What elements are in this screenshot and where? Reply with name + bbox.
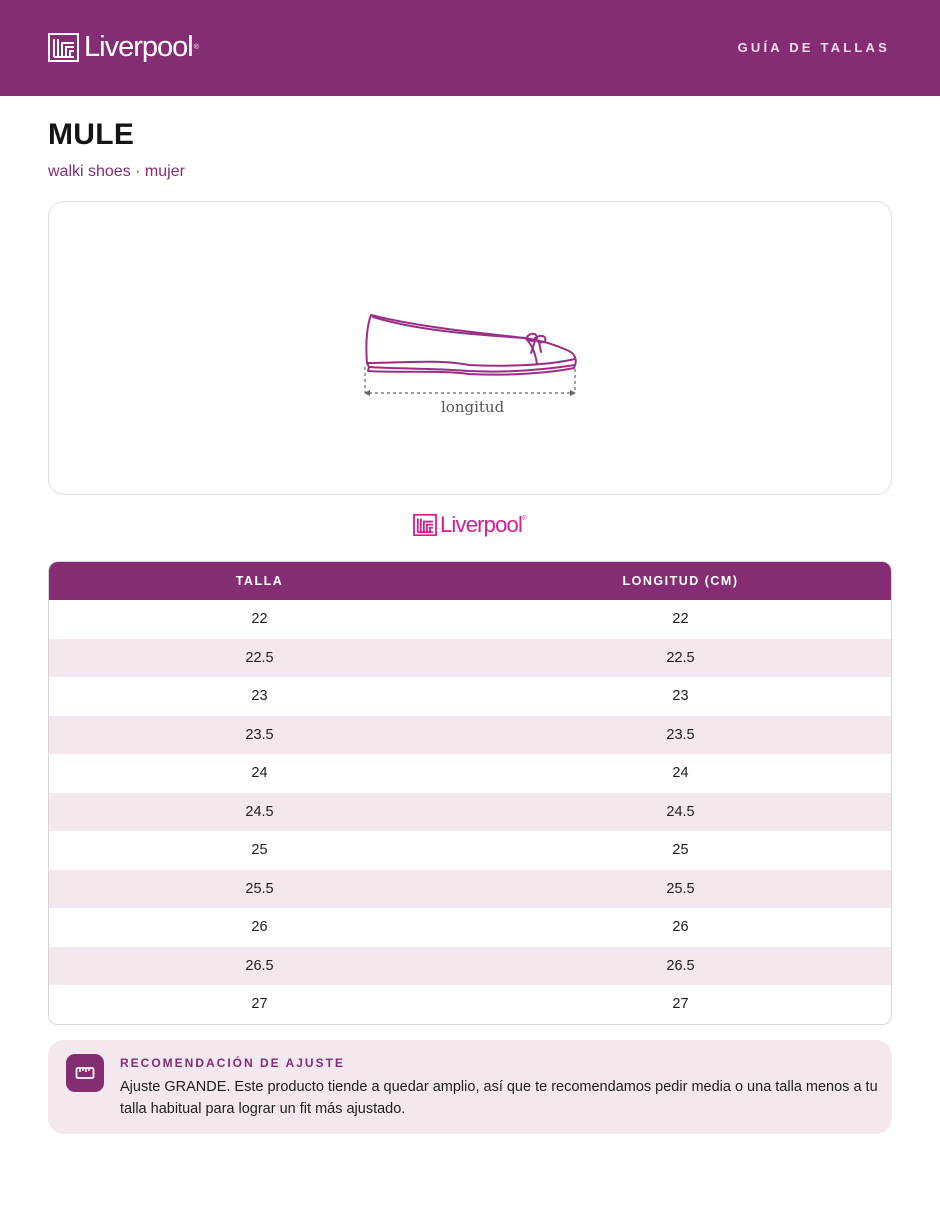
table-row	[49, 831, 891, 870]
column-header-size: TALLA	[235, 574, 284, 588]
size-cell: 25	[251, 842, 268, 858]
length-cell: 26.5	[666, 957, 695, 974]
size-cell: 23	[251, 688, 268, 704]
table-row	[49, 677, 891, 716]
liverpool-logo-pink-icon	[413, 514, 437, 536]
length-cell: 22	[672, 611, 689, 627]
length-cell: 25.5	[666, 880, 695, 897]
registered-mark-icon: ®	[193, 43, 199, 51]
size-chart-table	[48, 561, 892, 1025]
product-title: MULE	[48, 118, 135, 151]
product-subtitle: walki shoes · mujer	[48, 163, 185, 180]
size-cell: 25.5	[245, 880, 274, 897]
liverpool-logo-text: Liverpool	[84, 31, 193, 63]
liverpool-logo[interactable]	[48, 30, 199, 64]
top-header	[0, 0, 940, 96]
length-cell: 25	[672, 842, 689, 858]
shoe-illustration-card	[48, 201, 892, 495]
table-row	[49, 754, 891, 793]
recommendation-title: RECOMENDACIÓN DE AJUSTE	[120, 1056, 345, 1070]
size-cell: 24	[251, 765, 268, 781]
table-row	[49, 600, 891, 639]
table-row	[49, 793, 891, 832]
table-header	[49, 562, 891, 600]
table-row	[49, 947, 891, 986]
length-cell: 27	[672, 996, 689, 1012]
length-cell: 23	[672, 688, 689, 704]
table-row	[49, 716, 891, 755]
size-guide-link[interactable]: GUÍA DE TALLAS	[737, 40, 890, 55]
size-cell: 23.5	[245, 726, 274, 743]
liverpool-brand-logo	[413, 512, 527, 538]
size-cell: 22	[251, 611, 268, 627]
length-cell: 26	[672, 919, 689, 935]
registered-mark-icon: ®	[522, 516, 527, 522]
length-cell: 24.5	[666, 803, 695, 820]
ruler-icon	[66, 1054, 104, 1092]
table-row	[49, 985, 891, 1024]
length-cell: 23.5	[666, 726, 695, 743]
size-cell: 26.5	[245, 957, 274, 974]
length-measure-label: longitud	[441, 398, 505, 416]
column-header-length: LONGITUD (CM)	[622, 574, 739, 588]
size-cell: 22.5	[245, 649, 274, 666]
table-row	[49, 908, 891, 947]
recommendation-text: Ajuste GRANDE. Este producto tiende a quedar amplio, así que te recomendamos pedir media o una talla menos a tu talla habitual para lograr un fit más ajustado.	[120, 1079, 878, 1117]
size-cell: 26	[251, 919, 268, 935]
liverpool-logo-icon	[48, 33, 79, 62]
liverpool-brand-logo-text: Liverpool	[440, 512, 523, 537]
table-row	[49, 870, 891, 909]
fit-recommendation-box	[48, 1040, 892, 1134]
size-cell: 24.5	[245, 803, 274, 820]
length-cell: 22.5	[666, 649, 695, 666]
table-body	[49, 600, 891, 1024]
flat-shoe-icon	[359, 307, 583, 402]
size-cell: 27	[251, 996, 268, 1012]
length-cell: 24	[672, 765, 689, 781]
table-row	[49, 639, 891, 678]
